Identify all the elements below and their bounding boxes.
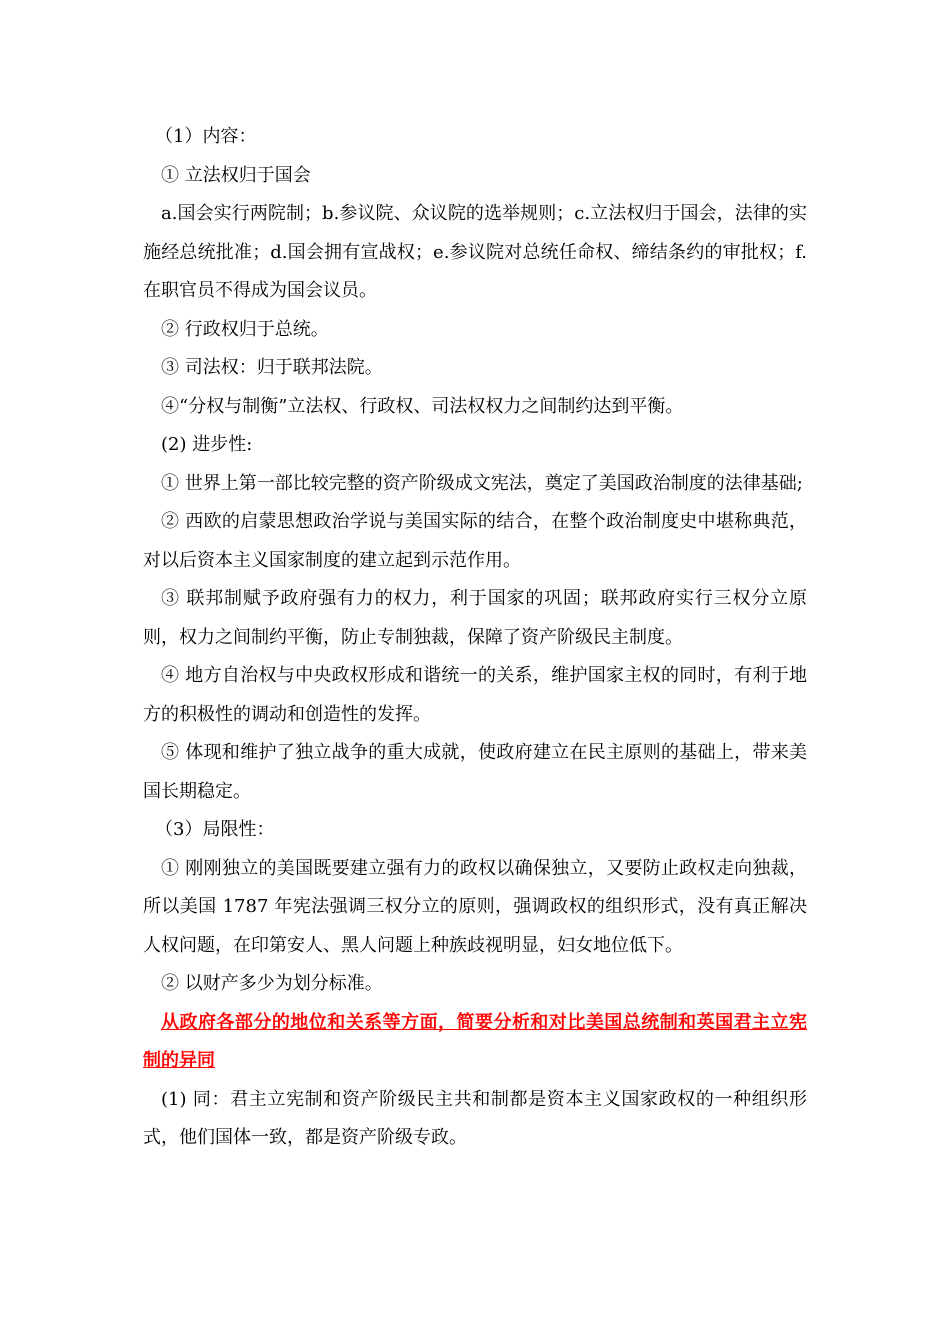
progressiveness-item-1: ① 世界上第一部比较完整的资产阶级成文宪法，奠定了美国政治制度的法律基础;	[161, 472, 803, 494]
item-judicial-power: ③ 司法权：归于联邦法院。	[161, 357, 383, 378]
limitations-item-1: ① 刚刚独立的美国既要建立强有力的政权以确保独立，又要防止政权走向独裁，所以美国 1787 年宪法强调三权分立的原则，强调政权的组织形式，没有真正解决人权问题，在印第安人、黑人问题上种族歧视明显，妇女地位低下。	[143, 857, 807, 956]
item-legislative-power: ① 立法权归于国会	[161, 164, 311, 186]
section-limitations-title: （3）局限性：	[155, 819, 275, 840]
answer-similarity-paragraph: (1) 同：君主立宪制和资产阶级民主共和制都是资本主义国家政权的一种组织形式，他们国体一致，都是资产阶级专政。	[143, 1088, 807, 1148]
progressiveness-item-4: ④ 地方自治权与中央政权形成和谐统一的关系，维护国家主权的同时，有利于地方的积极性的调动和创造性的发挥。	[143, 665, 807, 725]
section-progressiveness-title: (2) 进步性:	[161, 434, 253, 455]
item-executive-power: ② 行政权归于总统。	[161, 318, 329, 340]
legislative-details-paragraph: a.国会实行两院制；b.参议院、众议院的选举规则；c.立法权归于国会，法律的实施经总统批准；d.国会拥有宣战权；e.参议院对总统任命权、缔结条约的审批权；f.在职官员不得成为国会议员。	[143, 203, 807, 301]
item-checks-and-balances: ④“分权与制衡”立法权、行政权、司法权权力之间制约达到平衡。	[161, 395, 684, 417]
progressiveness-item-3: ③ 联邦制赋予政府强有力的权力，利于国家的巩固；联邦政府实行三权分立原则，权力之间制约平衡，防止专制独裁，保障了资产阶级民主制度。	[143, 588, 807, 648]
progressiveness-item-5: ⑤ 体现和维护了独立战争的重大成就，使政府建立在民主原则的基础上，带来美国长期稳定。	[143, 742, 807, 802]
limitations-item-2: ② 以财产多少为划分标准。	[161, 973, 383, 994]
question-heading: 从政府各部分的地位和关系等方面，简要分析和对比美国总统制和英国君主立宪制的异同	[143, 1011, 807, 1071]
section-content-title: （1）内容：	[155, 126, 257, 147]
document-body	[143, 118, 807, 1158]
progressiveness-item-2: ② 西欧的启蒙思想政治学说与美国实际的结合，在整个政治制度史中堪称典范，对以后资本主义国家制度的建立起到示范作用。	[143, 511, 807, 571]
